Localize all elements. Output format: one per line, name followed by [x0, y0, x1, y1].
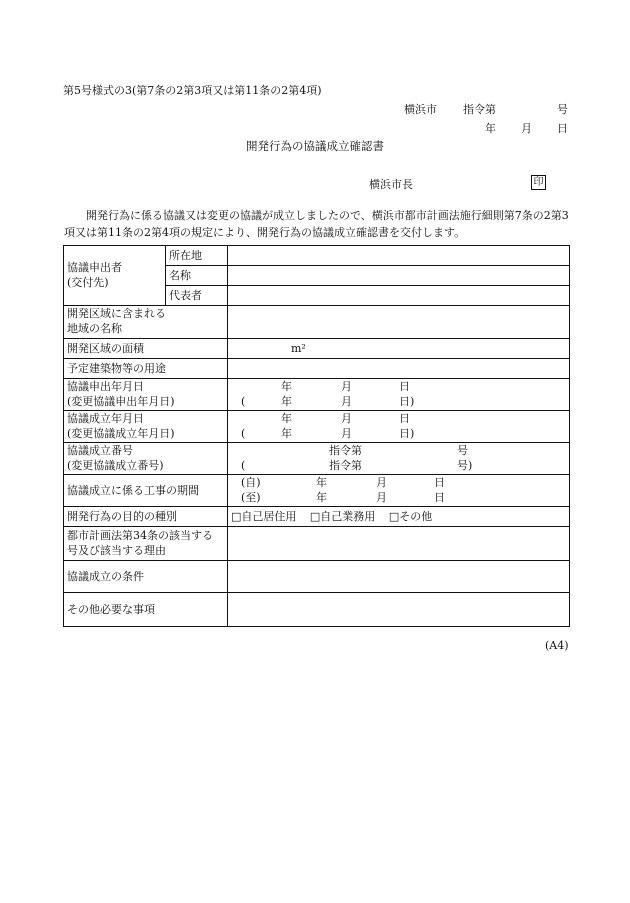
area-name-label: 開発区域に含まれる 地域の名称	[64, 306, 228, 339]
purpose-options	[228, 507, 570, 527]
applicant-label: 協議申出者 (交付先)	[64, 246, 166, 306]
table-row	[64, 475, 570, 507]
issue-month-label: 月	[521, 122, 532, 135]
order-prefix: 指令第	[463, 103, 496, 116]
name-field[interactable]	[228, 266, 570, 286]
checkbox-self-business[interactable]: □自己業務用	[309, 509, 376, 523]
page-title: 開発行為の協議成立確認書	[246, 139, 384, 153]
intro-paragraph: 開発行為に係る協議又は変更の協議が成立しましたので、横浜市都市計画法施行細則第7条の2第3項又は第11条の2第4項の規定により、開発行為の協議成立確認書を交付します。	[64, 209, 569, 239]
table-row	[64, 443, 570, 475]
paper-size-label: (A4)	[545, 639, 569, 652]
conditions-label: 協議成立の条件	[64, 561, 228, 593]
agree-number-label: 協議成立番号 (変更協議成立番号)	[64, 443, 228, 475]
table-row	[64, 527, 570, 561]
other-items-label: その他必要な事項	[64, 593, 228, 627]
conditions-field[interactable]	[228, 561, 570, 593]
unit-label: m²	[291, 341, 306, 355]
confirmation-table	[63, 245, 570, 627]
issue-year-label: 年	[485, 122, 496, 135]
number-suffix: 号	[557, 103, 568, 116]
article34-label: 都市計画法第34条の該当する 号及び該当する理由	[64, 527, 228, 561]
table-row	[64, 507, 570, 527]
table-row	[64, 593, 570, 627]
agree-number-field[interactable]: 指令第 号 ( 指令第 号)	[228, 443, 570, 475]
agree-date-label: 協議成立年月日 (変更協議成立年月日)	[64, 411, 228, 443]
building-use-label: 予定建築物等の用途	[64, 359, 228, 379]
seal-mark: 印	[531, 175, 546, 190]
representative-label: 代表者	[166, 286, 228, 306]
checkbox-other[interactable]: □その他	[388, 509, 433, 523]
building-use-field[interactable]	[228, 359, 570, 379]
area-size-label: 開発区域の面積	[64, 339, 228, 359]
address-label: 所在地	[166, 246, 228, 266]
name-label: 名称	[166, 266, 228, 286]
area-size-field[interactable]	[228, 339, 570, 359]
article34-field[interactable]	[228, 527, 570, 561]
area-name-field[interactable]	[228, 306, 570, 339]
table-row	[64, 359, 570, 379]
checkbox-self-residence[interactable]: □自己居住用	[231, 509, 297, 523]
city-prefix: 横浜市	[404, 103, 437, 116]
table-row	[64, 561, 570, 593]
table-row	[64, 306, 570, 339]
apply-date-field[interactable]: 年 月 日 ( 年 月 日)	[228, 379, 570, 411]
table-row	[64, 411, 570, 443]
mayor-label: 横浜市長	[369, 178, 413, 191]
issue-day-label: 日	[557, 122, 568, 135]
period-label: 協議成立に係る工事の期間	[64, 475, 228, 507]
purpose-label: 開発行為の目的の種別	[64, 507, 228, 527]
table-row	[64, 379, 570, 411]
address-field[interactable]	[228, 246, 570, 266]
period-field[interactable]: (自) 年 月 日 (至) 年 月 日	[228, 475, 570, 507]
agree-date-field[interactable]: 年 月 日 ( 年 月 日)	[228, 411, 570, 443]
form-number: 第5号様式の3(第7条の2第3項又は第11条の2第4項)	[63, 84, 322, 97]
table-row	[64, 246, 570, 266]
representative-field[interactable]	[228, 286, 570, 306]
apply-date-label: 協議申出年月日 (変更協議申出年月日)	[64, 379, 228, 411]
other-items-field[interactable]	[228, 593, 570, 627]
table-row	[64, 339, 570, 359]
